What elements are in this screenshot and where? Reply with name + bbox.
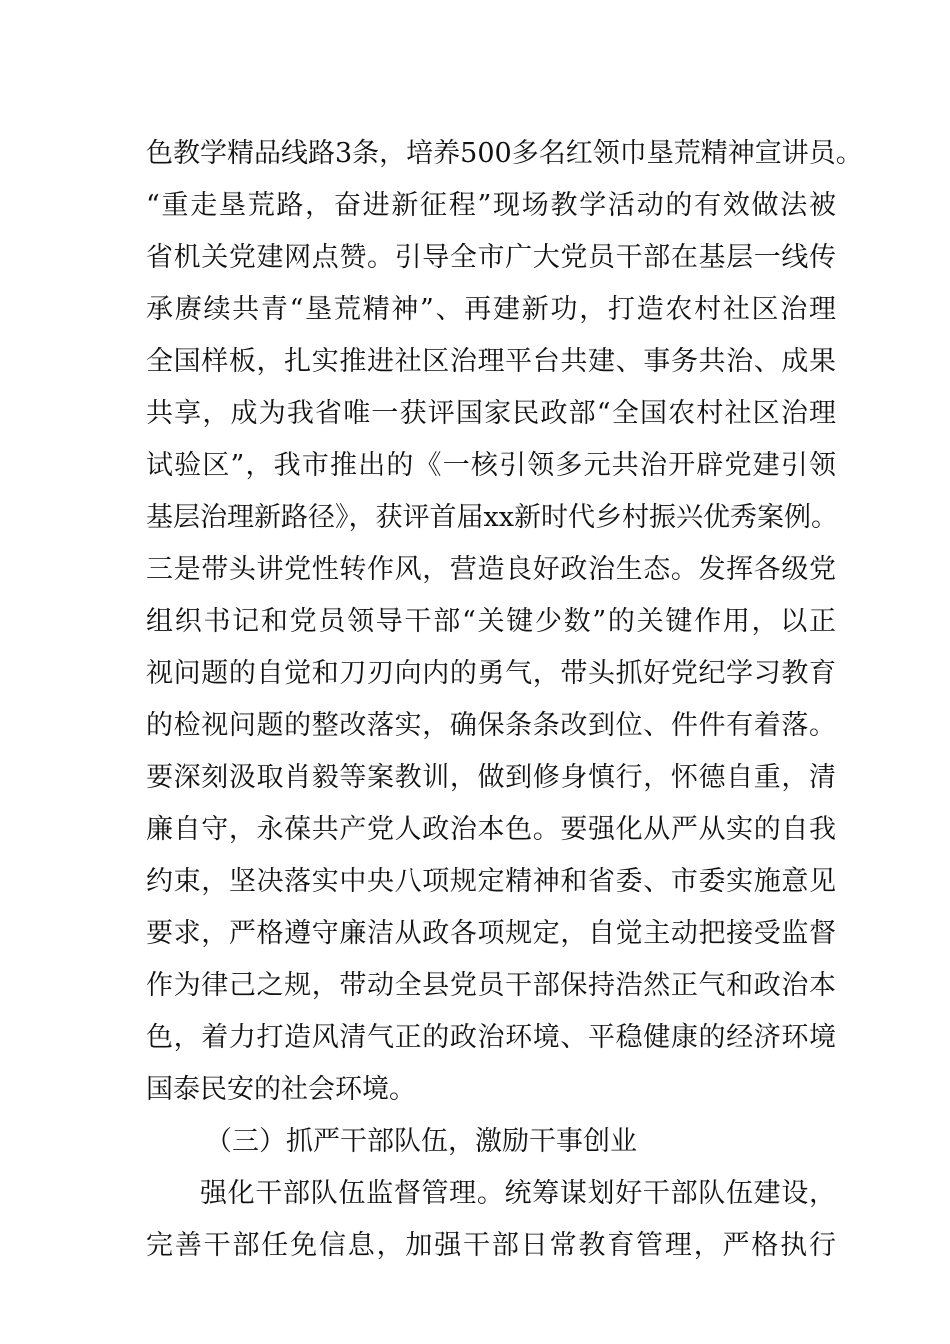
text-line: 省机关党建网点赞。引导全市广大党员干部在基层一线传: [146, 242, 836, 273]
text-line: 承赓续共青“垦荒精神”、再建新功，打造农村社区治理: [146, 294, 836, 325]
text-line: 完善干部任免信息，加强干部日常教育管理，严格执行: [146, 1230, 836, 1261]
text-line: 全国样板，扎实推进社区治理平台共建、事务共治、成果: [146, 346, 836, 377]
text-line: 要深刻汲取肖毅等案教训，做到修身慎行，怀德自重，清: [146, 762, 836, 793]
text-line: 视问题的自觉和刀刃向内的勇气，带头抓好党纪学习教育: [146, 658, 836, 689]
text-line: 共享，成为我省唯一获评国家民政部“全国农村社区治理: [146, 398, 836, 429]
text-line: 国泰民安的社会环境。: [146, 1074, 416, 1105]
text-line: 廉自守，永葆共产党人政治本色。要强化从严从实的自我: [146, 814, 836, 845]
text-line: 作为律己之规，带动全县党员干部保持浩然正气和政治本: [146, 970, 836, 1001]
text-line: 要求，严格遵守廉洁从政各项规定，自觉主动把接受监督: [146, 918, 836, 949]
text-line: 试验区”，我市推出的《一核引领多元共治开辟党建引领: [146, 450, 836, 481]
text-line: 约束，坚决落实中央八项规定精神和省委、市委实施意见: [146, 866, 836, 897]
text-line: 色，着力打造风清气正的政治环境、平稳健康的经济环境: [146, 1022, 836, 1053]
paragraph-first-line: 强化干部队伍监督管理。统筹谋划好干部队伍建设，: [200, 1178, 836, 1209]
text-line: 的检视问题的整改落实，确保条条改到位、件件有着落。: [146, 710, 836, 741]
section-heading: （三）抓严干部队伍，激励干事创业: [205, 1126, 637, 1157]
text-line: 三是带头讲党性转作风，营造良好政治生态。发挥各级党: [146, 554, 836, 585]
text-line: 色教学精品线路3条，培养500多名红领巾垦荒精神宣讲员。: [146, 138, 863, 169]
text-line: 组织书记和党员领导干部“关键少数”的关键作用，以正: [146, 606, 836, 637]
text-line: 基层治理新路径》，获评首届xx新时代乡村振兴优秀案例。: [146, 502, 838, 533]
text-line: “重走垦荒路，奋进新征程”现场教学活动的有效做法被: [146, 190, 836, 221]
